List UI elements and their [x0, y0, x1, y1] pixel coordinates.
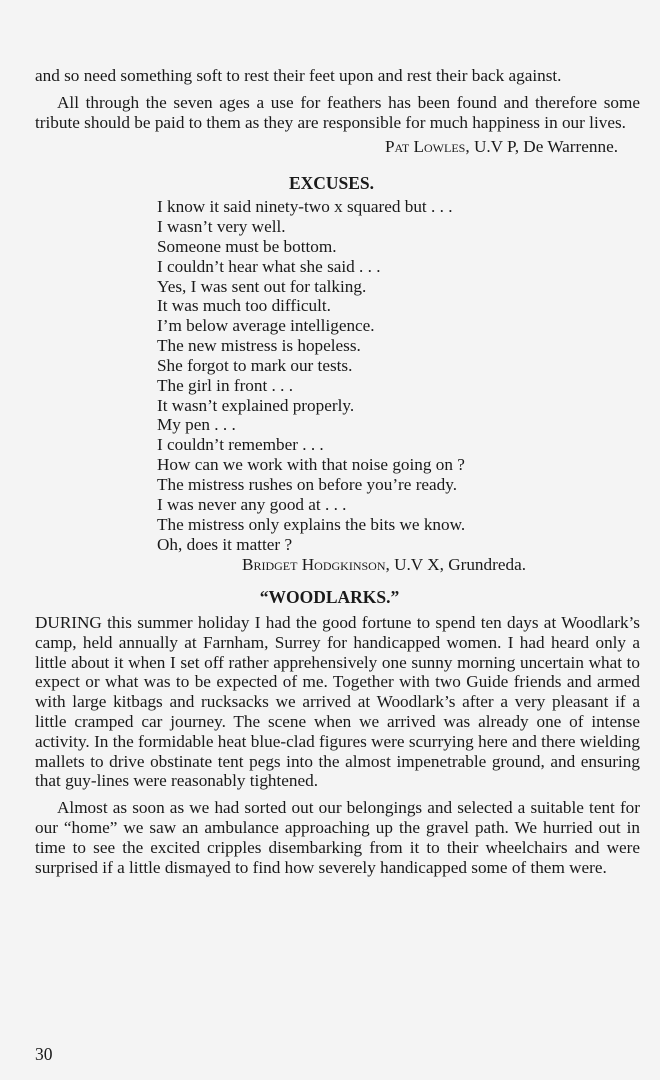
poem-line: Oh, does it matter ? [157, 534, 293, 554]
poem-line: The new mistress is hopeless. [157, 336, 361, 356]
poem-line: Someone must be bottom. [157, 236, 337, 256]
poem-line: The mistress rushes on before you’re ready. [157, 474, 458, 494]
document-page [35, 66, 640, 877]
poem-line: Yes, I was sent out for talking. [157, 276, 367, 296]
woodlarks-paragraph-2: Almost as soon as we had sorted out our belongings and selected a suitable tent for our “home” we saw an ambulance approaching up the gravel path. We hurried out in time to see the excited cripples disembarking from it to their wheelchairs and were surprised if a little dismayed to find how severely handicapped some of them were. [35, 798, 640, 877]
feathers-closing-paragraph: All through the seven ages a use for feathers has been found and therefore some tribute should be paid to them as they are responsible for much happiness in our lives. [35, 92, 640, 132]
page-number: 30 [35, 1044, 53, 1064]
poem-line: It wasn’t explained properly. [157, 395, 355, 415]
poem-line: I couldn’t hear what she said . . . [157, 256, 381, 276]
poem-line: I couldn’t remember . . . [157, 435, 324, 455]
poem-line: My pen . . . [157, 415, 236, 435]
feathers-continuation-paragraph: and so need something soft to rest their feet upon and rest their back against. [35, 66, 562, 85]
woodlarks-title: “WOODLARKS.” [259, 587, 400, 608]
author-details: , U.V X, Grundreda. [385, 555, 526, 575]
poem-line: The mistress only explains the bits we know. [157, 514, 466, 534]
poem-line: I wasn’t very well. [157, 217, 286, 237]
poem-line: She forgot to mark our tests. [157, 355, 353, 375]
excuses-author-signature [242, 555, 640, 575]
author-details: , U.V P, De Warrenne. [465, 137, 618, 157]
woodlarks-paragraph-1: DURING this summer holiday I had the good fortune to spend ten days at Woodlark’s camp, held annually at Farnham, Surrey for handicapped women. I had heard only a little about it when I set off rather apprehensively one sunny morning uncertain what to expect or what was to be expected of me. Together with two Guide friends and armed with large kitbags and rucksacks we arrived at Woodlark’s after a very pleasant if a little cramped car journey. The scene when we arrived was already one of intense activity. In the formidable heat blue-clad figures were scurrying here and there wielding mallets to drive obstinate tent pegs into the almost impenetrable ground, and ensuring that guy-lines were reasonably tightened. [35, 612, 640, 791]
poem-line: I know it said ninety-two x squared but . . . [157, 197, 453, 217]
excuses-poem [157, 197, 640, 554]
poem-line: It was much too difficult. [157, 296, 331, 316]
poem-line: I was never any good at . . . [157, 494, 347, 514]
author-name: Pat Lowles [385, 137, 466, 157]
poem-line: The girl in front . . . [157, 375, 294, 395]
poem-line: I’m below average intelligence. [157, 316, 375, 336]
feathers-author-signature [35, 137, 640, 157]
author-name: Bridget Hodgkinson [242, 555, 386, 575]
poem-line: How can we work with that noise going on ? [157, 455, 465, 475]
excuses-title: EXCUSES. [288, 173, 375, 194]
